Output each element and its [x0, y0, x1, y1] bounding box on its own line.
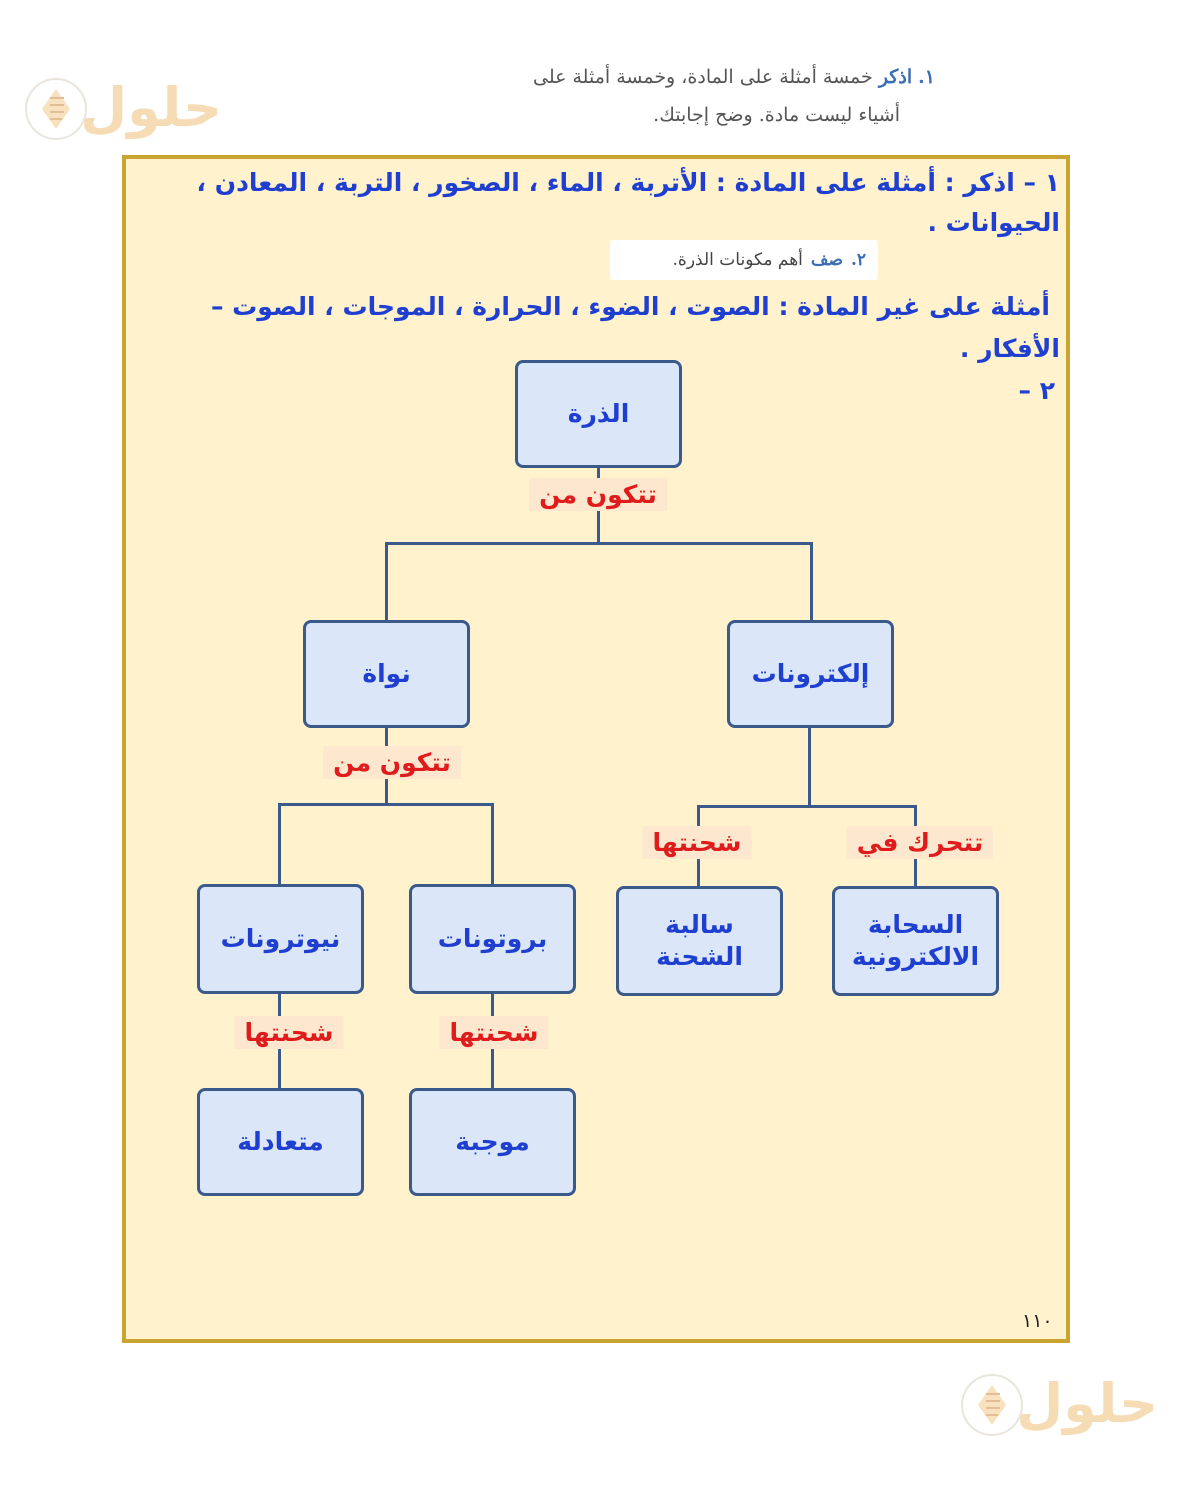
answer-line-3: أمثلة على غير المادة : الصوت ، الضوء ، الحرارة ، الموجات ، الصوت – [210, 292, 1050, 321]
node-atom: الذرة [515, 360, 682, 468]
edge-label-electron-move: تتحرك في [847, 826, 993, 859]
question-2 [610, 240, 878, 280]
node-positive: موجبة [409, 1088, 576, 1196]
node-cloud-line-2: الالكترونية [851, 942, 980, 971]
node-nucleus: نواة [303, 620, 470, 728]
answer-line-1: ١ – اذكر : أمثلة على المادة : الأتربة ، الماء ، الصخور ، التربة ، المعادن ، [196, 168, 1060, 197]
node-negative-charge [616, 886, 783, 996]
edge-label-electron-charge: شحنتها [643, 826, 752, 859]
node-cloud-line-1: السحابة [867, 909, 964, 939]
watermark-logo [22, 72, 232, 144]
watermark-text: حلول [1016, 1372, 1158, 1435]
question-1-verb: اذكر [878, 66, 913, 88]
node-negative-line-2: الشحنة [656, 942, 743, 971]
watermark-logo-bottom [958, 1368, 1168, 1440]
connector [491, 803, 494, 885]
connector [385, 542, 388, 622]
connector [278, 803, 281, 885]
edge-label-proton-charge: شحنتها [440, 1016, 549, 1049]
node-electron-cloud [832, 886, 999, 996]
node-electrons: إلكترونات [727, 620, 894, 728]
node-neutral: متعادلة [197, 1088, 364, 1196]
connector [697, 805, 917, 808]
answer-line-4: الأفكار . [959, 334, 1060, 363]
question-1-line-2: أشياء ليست مادة. وضح إجابتك. [653, 104, 900, 126]
connector [278, 803, 494, 806]
question-2-number: ٢. [850, 250, 866, 270]
question-1-text: خمسة أمثلة على المادة، وخمسة أمثلة على [532, 66, 873, 88]
watermark-text: حلول [80, 76, 222, 139]
node-negative-line-1: سالبة [665, 909, 734, 939]
question-2-text: أهم مكونات الذرة. [672, 250, 803, 270]
question-1-number: ١. [918, 66, 935, 88]
edge-label-neutron-charge: شحنتها [235, 1016, 344, 1049]
answer-line-5: ٢ – [1018, 376, 1055, 405]
answer-line-2: الحيوانات . [927, 208, 1060, 237]
connector [810, 542, 813, 622]
connector [808, 727, 811, 807]
question-2-verb: صف [810, 250, 843, 270]
connector [385, 542, 813, 545]
question-1-line-1 [533, 66, 935, 88]
edge-label-atom-consists: تتكون من [529, 478, 667, 511]
node-protons: بروتونات [409, 884, 576, 994]
edge-label-nucleus-consists: تتكون من [323, 746, 461, 779]
node-neutrons: نيوترونات [197, 884, 364, 994]
page-number: ١١٠ [1022, 1310, 1053, 1332]
